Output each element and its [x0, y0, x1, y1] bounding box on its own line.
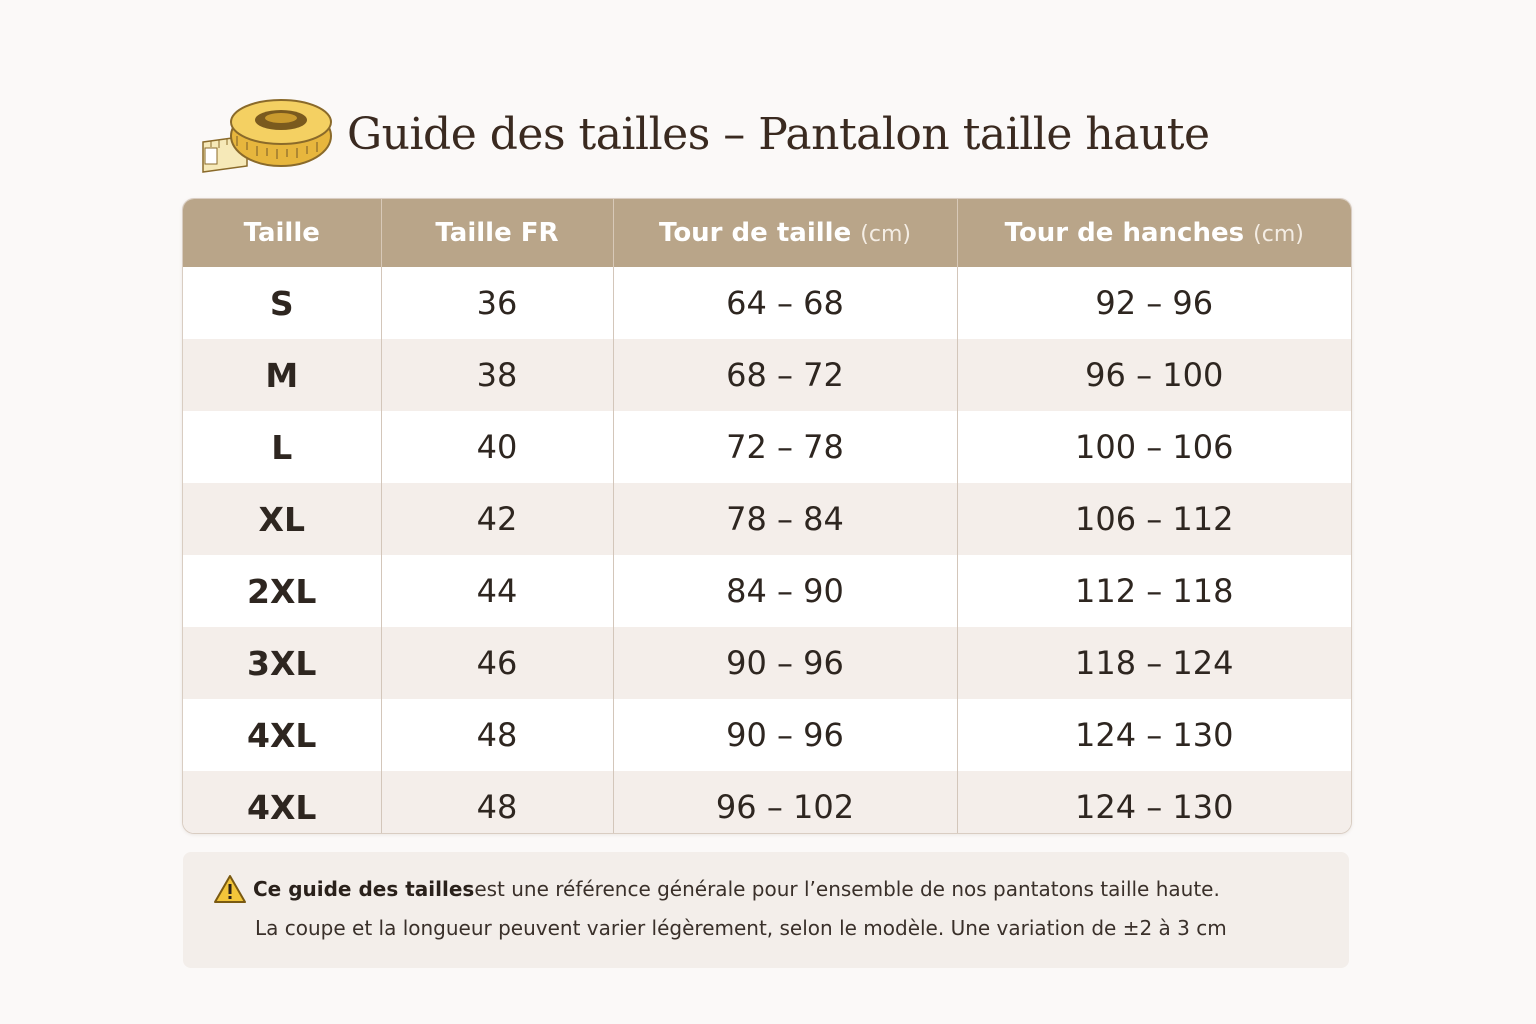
cell-waist: 72 – 78: [613, 411, 957, 483]
cell-hips: 124 – 130: [1075, 716, 1234, 754]
cell-size-fr: 46: [381, 627, 613, 699]
cell-waist: 78 – 84: [613, 483, 957, 555]
cell-size-fr: 48: [381, 699, 613, 771]
note-text: est une référence générale pour l’ensemble de nos pantatons taille haute.: [474, 877, 1220, 901]
header-waist: Tour de taille (cm): [613, 199, 957, 267]
size-table: [182, 198, 1352, 834]
cell-waist: 90 – 96: [613, 627, 957, 699]
measuring-tape-icon: [195, 92, 335, 176]
table-row: [183, 627, 1351, 699]
page-header: [195, 92, 1210, 176]
cell-hips: 124 – 130: [957, 771, 1351, 834]
cell-size: M: [183, 339, 381, 411]
cell-waist: 64 – 68: [613, 267, 957, 339]
note-line-2: La coupe et la longueur peuvent varier légèrement, selon le modèle. Une variation de ±2 à 3 cm: [255, 916, 1227, 940]
disclaimer-note: [183, 852, 1349, 968]
page-title: Guide des tailles – Pantalon taille haute: [347, 108, 1210, 160]
cell-hips: 92 – 96: [1095, 284, 1214, 322]
cell-size: S: [183, 267, 381, 339]
table-row: [183, 483, 1351, 555]
cell-size: L: [183, 411, 381, 483]
cell-size-fr: 36: [381, 267, 613, 339]
cell-size-fr: 44: [381, 555, 613, 627]
cell-hips: 118 – 124: [957, 627, 1351, 699]
cell-size-fr: 38: [381, 339, 613, 411]
cell-waist: 84 – 90: [613, 555, 957, 627]
cell-waist: 68 – 72: [613, 339, 957, 411]
cell-size: 3XL: [183, 627, 381, 699]
cell-hips: 100 – 106: [1075, 428, 1234, 466]
table-row: [183, 771, 1351, 834]
cell-hips: 112 – 118: [1075, 572, 1234, 610]
table-row: [183, 339, 1351, 411]
cell-size-fr: 40: [381, 411, 613, 483]
table-row: [183, 267, 1351, 339]
header-size-fr: Taille FR: [381, 199, 613, 267]
cell-size-fr: 48: [381, 771, 613, 834]
cell-size: 4XL: [183, 771, 381, 834]
cell-waist: 90 – 96: [613, 699, 957, 771]
cell-size: 2XL: [183, 555, 381, 627]
cell-size-fr: 42: [381, 483, 613, 555]
table-header-row: [183, 199, 1351, 267]
table-row: [183, 555, 1351, 627]
header-hips: Tour de hanches (cm): [957, 199, 1351, 267]
cell-hips: 106 – 112: [957, 483, 1351, 555]
note-bold: Ce guide des tailles: [253, 877, 475, 901]
cell-size: 4XL: [183, 699, 381, 771]
table-row: [183, 411, 1351, 483]
note-line-1: [213, 874, 1220, 904]
warning-icon: [213, 874, 247, 904]
cell-hips: 96 – 100: [957, 339, 1351, 411]
cell-waist: 96 – 102: [613, 771, 957, 834]
cell-size: XL: [183, 483, 381, 555]
table-row: [183, 699, 1351, 771]
header-size: Taille: [183, 199, 381, 267]
